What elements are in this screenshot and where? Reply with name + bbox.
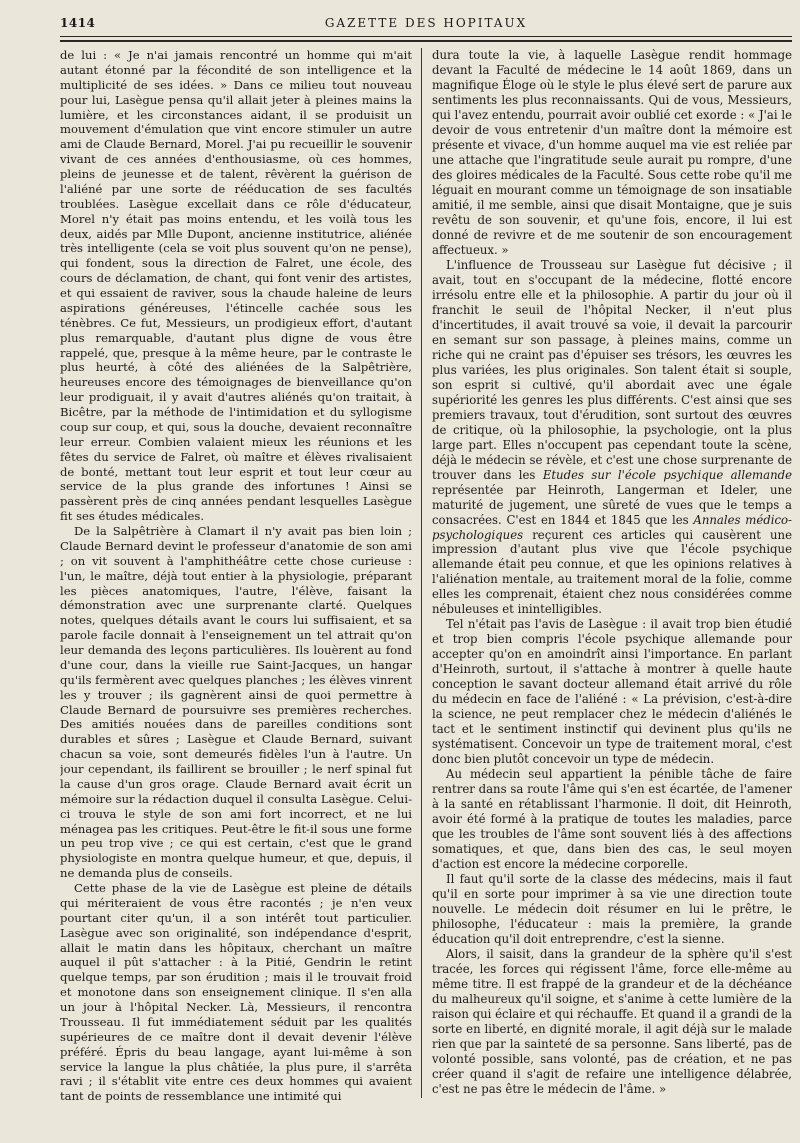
- paragraph: Alors, il saisit, dans la grandeur de la sphère qu'il s'est tracée, les forces qui régissent l'âme, force elle-même au même titre. Il est frappé de la grandeur et de la déchéance du malheureux qu'il soigne, et s'anime à cette lumière de la raison qui éclaire et qui réchauffe. Et quand il a grandi de la sorte en liberté, en dignité morale, il agit déjà sur le malade rien que par la sainteté de sa personne. Sans liberté, pas de volonté possible, sans volonté, pas de création, et ne pas créer quand il s'agit de refaire une intelligence délabrée, c'est ne pas être le médecin de l'âme. »: [432, 947, 792, 1096]
- right-column: [432, 48, 792, 1106]
- page-number: 1414: [60, 16, 96, 30]
- journal-title: GAZETTE DES HOPITAUX: [324, 16, 528, 30]
- paragraph: Tel n'était pas l'avis de Lasègue : il avait trop bien étudié et trop bien compris l'école psychique allemande pour accepter qu'on en amoindrît ainsi l'importance. En parlant d'Heinroth, surtout, il s'attache à montrer à quelle haute conception le savant docteur allemand était arrivé du rôle du médecin en face de l'aliéné : « La prévision, c'est-à-dire la science, ne peut remplacer chez le médecin d'aliénés le tact et le sentiment instinctif qui devinent plus qu'ils ne systématisent. Concevoir un type de traitement moral, c'est donc bien plutôt concevoir un type de médecin.: [432, 617, 792, 767]
- paragraph: de lui : « Je n'ai jamais rencontré un homme qui m'ait autant étonné par la fécondité de son intelligence et la multiplicité de ses idées. » Dans ce milieu tout nouveau pour lui, Lasègue pensa qu'il allait jeter à pleines mains la lumière, et les circonstances aidant, il se produisit un mouvement d'émulation que vint encore stimuler un autre ami de Claude Bernard, Morel. J'ai pu recueillir le souvenir vivant de ces années d'enthousiasme, où ces hommes, pleins de jeunesse et de talent, rêvèrent la guérison de l'aliéné par une sorte de rééducation de ses facultés troublées. Lasègue excellait dans ce rôle d'éducateur, Morel n'y était pas moins entendu, et les voilà tous les deux, aidés par Mlle Dupont, ancienne institutrice, aliénée très intelligente (cela se voit plus souvent qu'on ne pense), qui fondent, sous la direction de Falret, une école, des cours de déclamation, de chant, qui font venir des artistes, et qui essaient de raviver, sous la chaude haleine de leurs aspirations généreuses, l'étincelle cachée sous les ténèbres. Ce fut, Messieurs, un prodigieux effort, d'autant plus remarquable, d'autant plus digne de vous être rappelé, que, presque à la même heure, par le contraste le plus heurté, à côté des aliénées de la Salpêtrière, heureuses encore des témoignages de bienveillance qu'on leur prodiguait, il y avait d'autres aliénés qu'on traitait, à Bicêtre, par la méthode de l'intimidation et du syllogisme coup sur coup, et qui, sous la douche, devaient reconnaître leur erreur. Combien valaient mieux les réunions et les fêtes du service de Falret, où maître et élèves rivalisaient de bonté, mettant tout leur esprit et tout leur cœur au service de la plus grande des infortunes ! Ainsi se passèrent près de cinq années pendant lesquelles Lasègue fit ses études médicales.: [60, 48, 412, 524]
- column-divider: [421, 48, 422, 1098]
- paragraph: Au médecin seul appartient la pénible tâche de faire rentrer dans sa route l'âme qui s'en est écartée, de l'amener à la santé en rétablissant l'harmonie. Il doit, dit Heinroth, avoir été formé à la pratique de toutes les maladies, parce que les troubles de l'âme sont souvent liés à des affections somatiques, et que, dans bien des cas, le seul moyen d'action est encore la médecine corporelle.: [432, 767, 792, 872]
- paragraph: dura toute la vie, à laquelle Lasègue rendit hommage devant la Faculté de médecine le 14 août 1869, dans un magnifique Éloge où le style le plus élevé sert de parure aux sentiments les plus reconnaissants. Qui de vous, Messieurs, qui l'avez entendu, pourrait avoir oublié cet exorde : « J'ai le devoir de vous entretenir d'un maître dont la mémoire est présente et vivace, d'un homme auquel ma vie est reliée par une attache que l'ingratitude seule aurait pu rompre, d'une des gloires médicales de la Faculté. Sous cette robe qu'il me léguait en mourant comme un témoignage de son insatiable amitié, il me semble, ainsi que disait Montaigne, que je suis revêtu de son souvenir, et qu'une fois, encore, il lui est donné de revivre et de me soutenir de son encouragement affectueux. »: [432, 48, 792, 257]
- text-run: représentée par Heinroth, Langerman et Ideler, une maturité de jugement, une sûreté de vues que le temps a consacrées. C'est en 1844 et 1845 que les: [432, 482, 792, 527]
- paragraph: Il faut qu'il sorte de la classe des médecins, mais il faut qu'il en sorte pour imprimer à sa vie une direction toute nouvelle. Le médecin doit résumer en lui le prêtre, le philosophe, l'éducateur : mais la première, la grande éducation qu'il doit entreprendre, c'est la sienne.: [432, 872, 792, 947]
- header-rule: [60, 40, 792, 42]
- text-run: reçurent ces articles qui causèrent une impression d'autant plus vive que l'école psychique allemande était peu connue, et que les opinions relatives à l'aliénation mentale, au traitement moral de la folie, comme elles les comprenait, étaient chez nous considérées comme nébuleuses et inintelligibles.: [432, 527, 792, 617]
- paragraph: De la Salpêtrière à Clamart il n'y avait pas bien loin ; Claude Bernard devint le professeur d'anatomie de son ami ; on vit souvent à l'amphithéâtre cette chose curieuse : l'un, le maître, déjà tout entier à la physiologie, préparant les pièces anatomiques, l'autre, l'élève, faisant la démonstration avec une surprenante clarté. Quelques notes, quelques détails avant le cours lui suffisaient, et sa parole facile donnait à l'enseignement un tel attrait qu'on leur demanda des leçons particulières. Ils louèrent au fond d'une cour, dans la vieille rue Saint-Jacques, un hangar qu'ils fermèrent avec quelques planches ; les élèves vinrent les y trouver ; ils gagnèrent ainsi de quoi permettre à Claude Bernard de poursuivre ses premières recherches. Des amitiés nouées dans de pareilles conditions sont durables et sûres ; Lasègue et Claude Bernard, suivant chacun sa voie, sont demeurés fidèles l'un à l'autre. Un jour cependant, ils faillirent se brouiller ; le nerf spinal fut la cause d'un gros orage. Claude Bernard avait écrit un mémoire sur la rédaction duquel il consulta Lasègue. Celui-ci trouva le style de son ami fort incorrect, et ne lui ménagea pas les critiques. Peut-être le fit-il sous une forme un peu trop vive ; ce qui est certain, c'est que le grand physiologiste en montra quelque humeur, et que, depuis, il ne demanda plus de conseils.: [60, 524, 412, 881]
- text-run: L'influence de Trousseau sur Lasègue fut décisive ; il avait, tout en s'occupant de la médecine, flotté encore irrésolu entre elle et la philosophie. A partir du jour où il franchit le seuil de l'hôpital Necker, il n'eut plus d'incertitudes, il avait trouvé sa voie, il devait la parcourir en semant sur son passage, à pleines mains, comme un riche qui ne craint pas d'épuiser ses trésors, les œuvres les plus variées, les plus originales. Son talent était si souple, son esprit si cultivé, qu'il abordait avec une égale supériorité les genres les plus différents. C'est ainsi que ses premiers travaux, tout d'érudition, sont surtout des œuvres de critique, où la philosophie, la psychologie, ont la plus large part. Elles n'occupent pas cependant toute la scène, déjà le médecin se révèle, et c'est une chose surprenante de trouver dans les: [432, 257, 792, 482]
- page-header: [60, 14, 792, 37]
- paragraph: Cette phase de la vie de Lasègue est pleine de détails qui mériteraient de vous être racontés ; je n'en veux pourtant citer qu'un, il a son intérêt tout particulier. Lasègue avec son originalité, son indépendance d'esprit, allait le matin dans les hôpitaux, cherchant un maître auquel il pût s'attacher : à la Pitié, Gendrin le retint quelque temps, par son érudition ; mais il le trouvait froid et monotone dans son enseignement clinique. Il s'en alla un jour à l'hôpital Necker. Là, Messieurs, il rencontra Trousseau. Il fut immédiatement séduit par les qualités supérieures de ce maître dont il devait devenir l'élève préféré. Épris du beau langage, ayant lui-même à son service la langue la plus châtiée, la plus pure, il s'arrêta ravi ; il s'établit vite entre ces deux hommes qui avaient tant de points de ressemblance une intimité qui: [60, 881, 412, 1104]
- book-title: Etudes sur l'école psychique allemande: [542, 467, 792, 482]
- left-column: [60, 48, 412, 1106]
- journal-name: Annales médico-psychologiques: [432, 512, 792, 542]
- paragraph-with-titles: [432, 258, 792, 618]
